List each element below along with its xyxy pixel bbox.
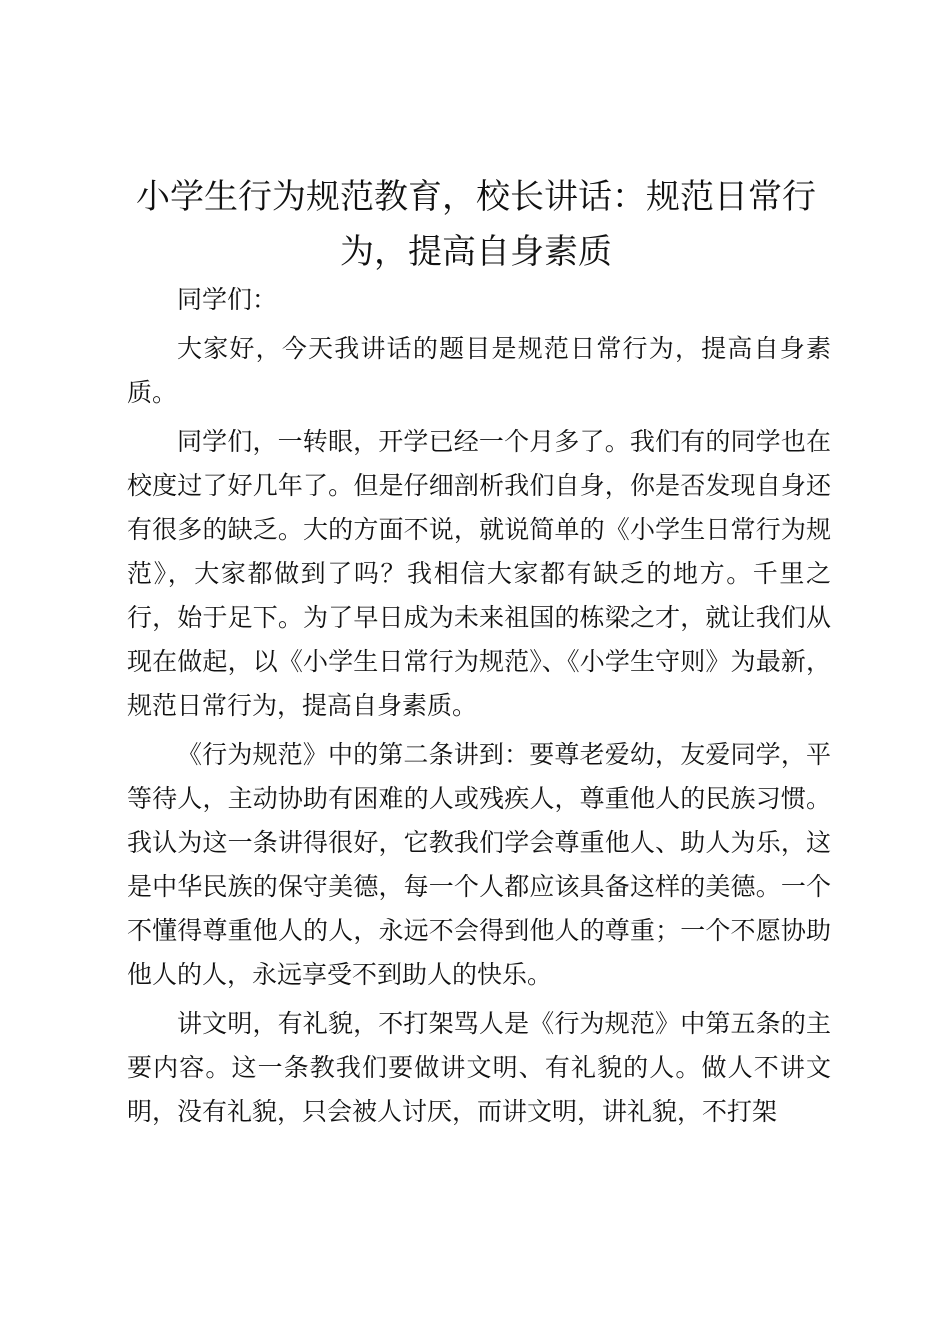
intro-paragraph: 大家好，今天我讲话的题目是规范日常行为，提高自身素质。 — [127, 334, 831, 407]
body-paragraph: 《行为规范》中的第二条讲到：要尊老爱幼，友爱同学，平等待人，主动协助有困难的人或残疾人，尊重他人的民族习惯。我认为这一条讲得很好，它教我们学会尊重他人、助人为乐，这是中华民族的保守美德，每一个人都应该具备这样的美德。一个不懂得尊重他人的人，永远不会得到他人的尊重；一个不愿协助他人的人，永远享受不到助人的快乐。 — [127, 740, 831, 989]
body-paragraph: 讲文明，有礼貌，不打架骂人是《行为规范》中第五条的主要内容。这一条教我们要做讲文明、有礼貌的人。做人不讲文明，没有礼貌，只会被人讨厌，而讲文明，讲礼貌，不打架 — [127, 1009, 831, 1126]
body-paragraph: 同学们，一转眼，开学已经一个月多了。我们有的同学也在校度过了好几年了。但是仔细剖析我们自身，你是否发现自身还有很多的缺乏。大的方面不说，就说简单的《小学生日常行为规范》，大家都做到了吗？我相信大家都有缺乏的地方。千里之行，始于足下。为了早日成为未来祖国的栋梁之才，就让我们从现在做起，以《小学生日常行为规范》、《小学生守则》为最新，规范日常行为，提高自身素质。 — [127, 427, 831, 720]
document-body — [127, 278, 831, 1139]
document-title: 小学生行为规范教育，校长讲话：规范日常行为，提高自身素质 — [136, 177, 816, 272]
greeting-paragraph: 同学们： — [177, 285, 278, 314]
